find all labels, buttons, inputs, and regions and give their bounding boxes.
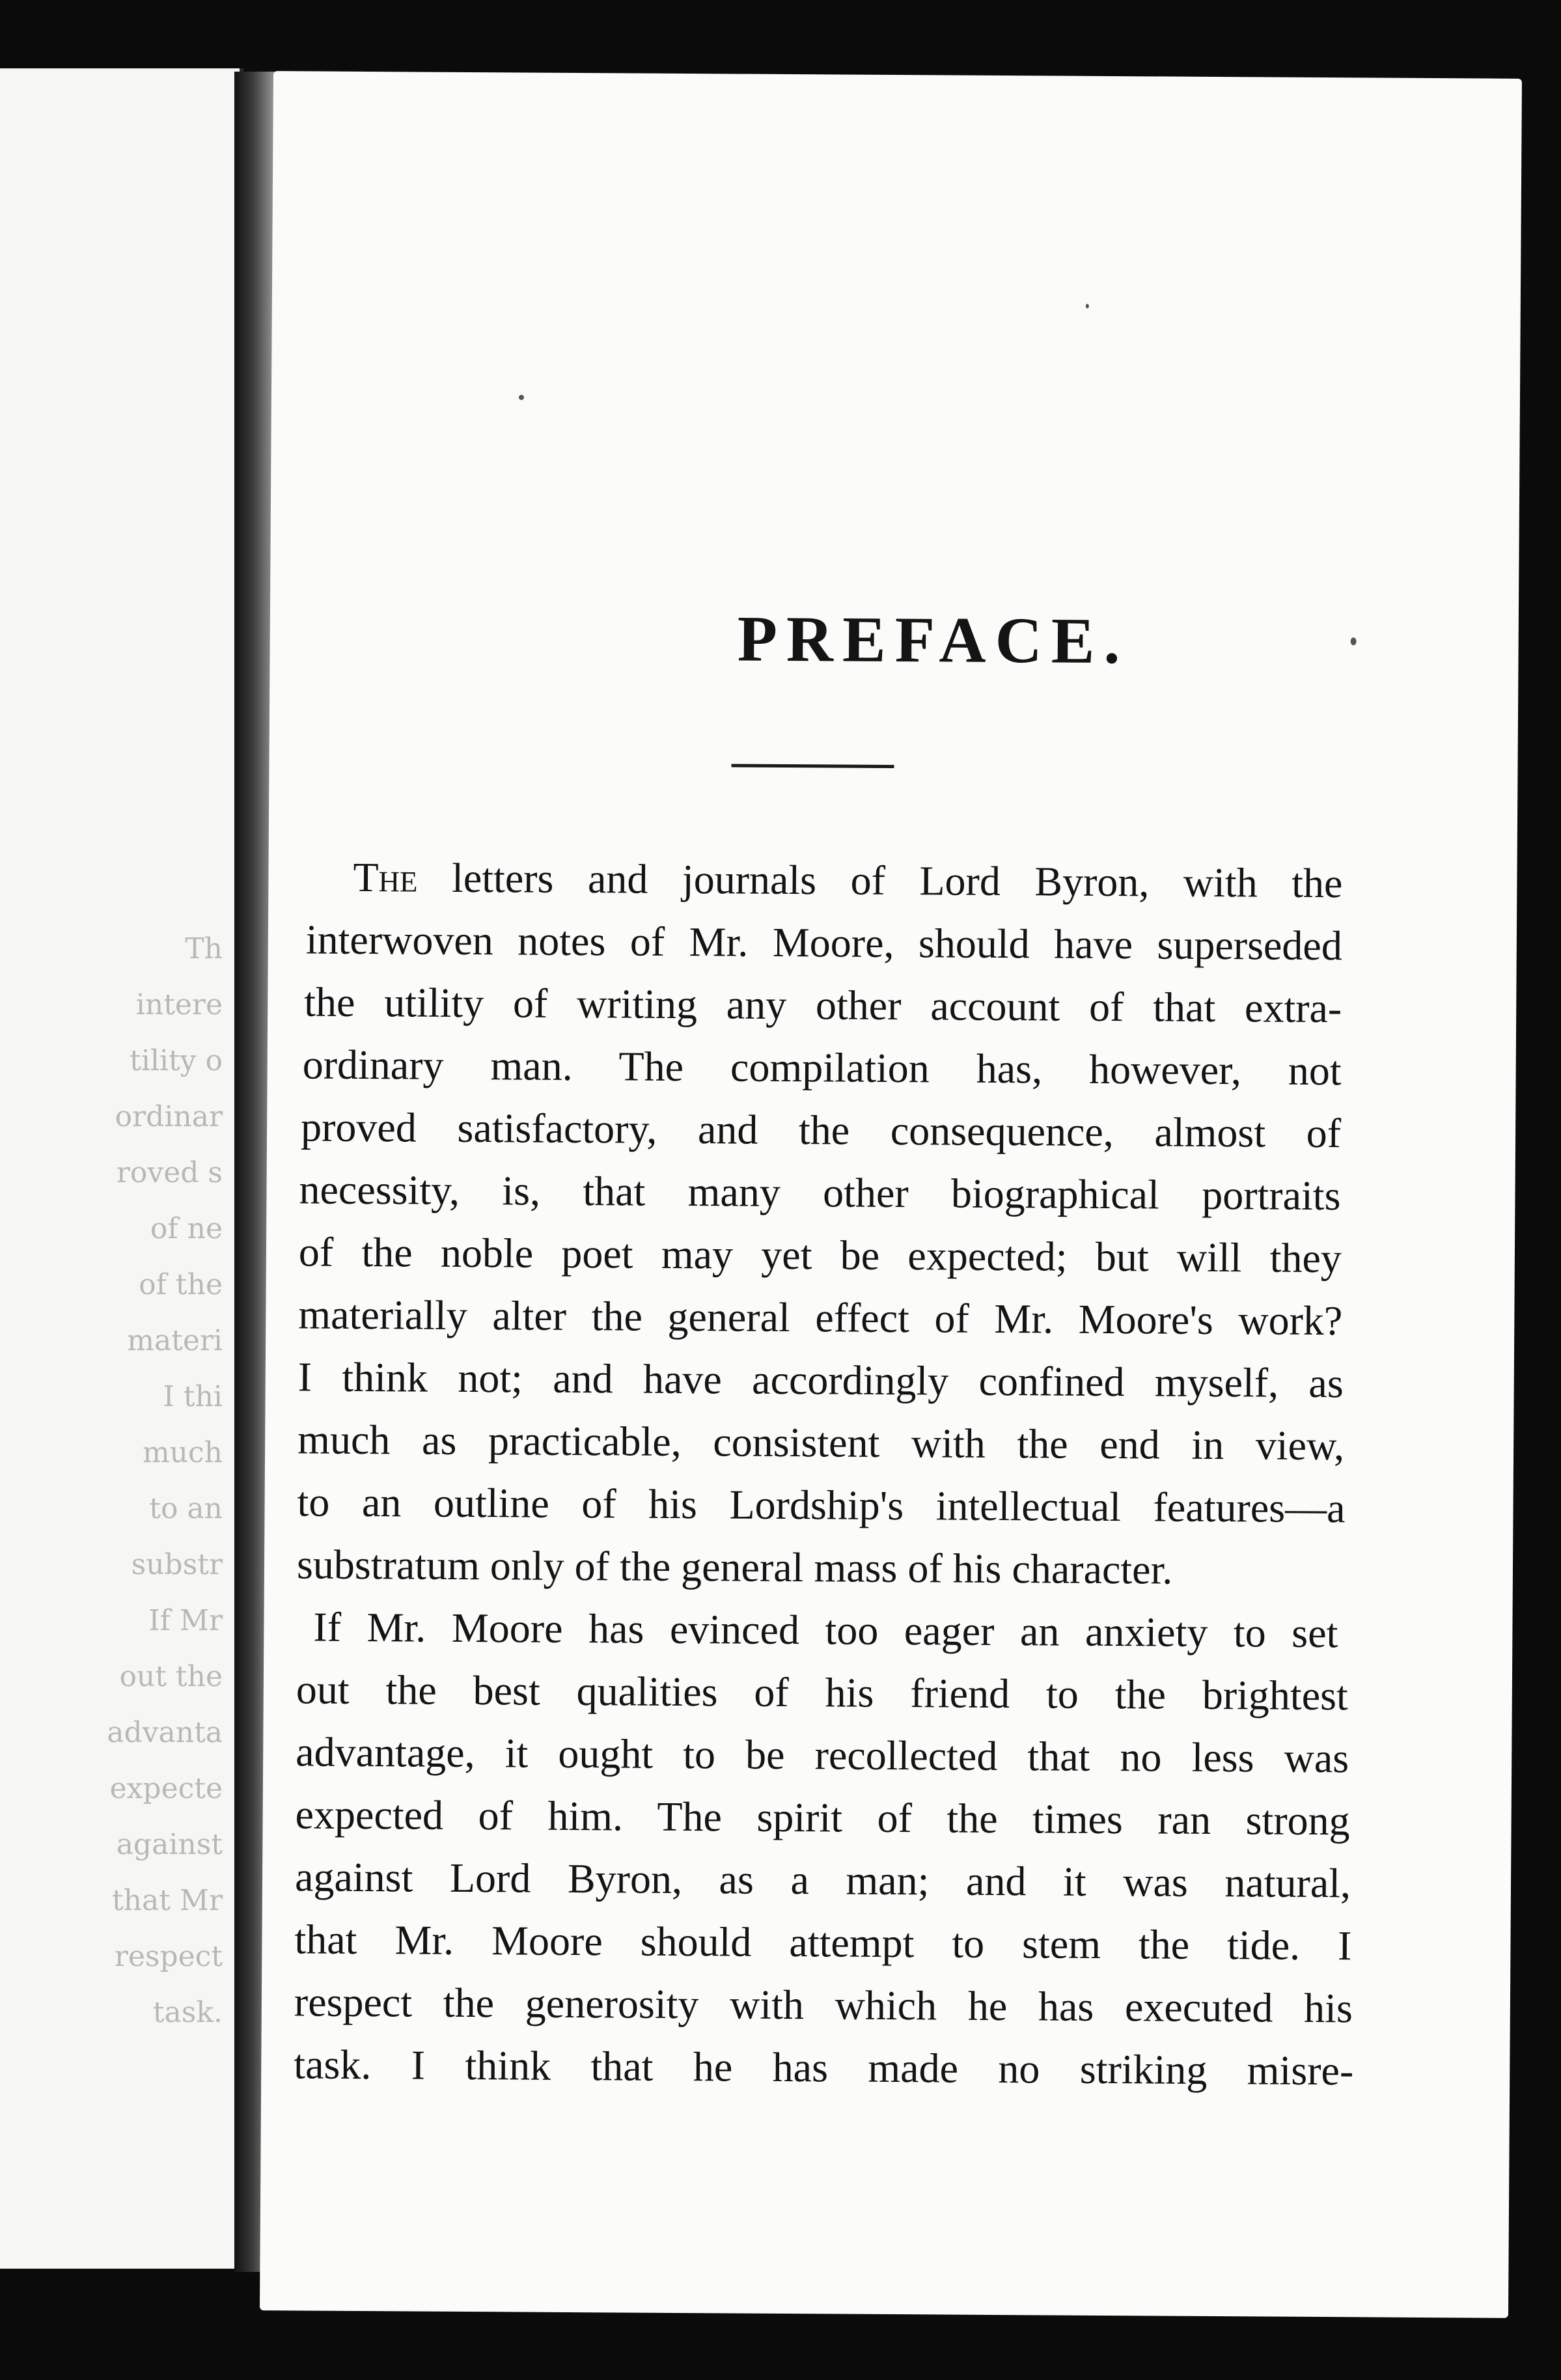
text-line: task. I think that he has made no striking misre-	[294, 2041, 1354, 2094]
previous-page-fragment: that Mr	[111, 1884, 223, 1917]
previous-page-fragment: intere	[135, 988, 223, 1021]
paper-speck	[519, 394, 524, 400]
preface-body	[294, 846, 1354, 2102]
text-line: substratum only of the general mass of his character.	[296, 1541, 1173, 1593]
previous-page-fragment: out the	[119, 1660, 223, 1693]
previous-page-fragment: substr	[131, 1548, 223, 1581]
previous-page-fragment: of the	[139, 1268, 223, 1301]
text-line: advantage, it ought to be recollected that no less was	[296, 1728, 1349, 1782]
previous-page-fragment: If Mr	[148, 1604, 223, 1637]
text-line: If Mr. Moore has evinced too eager an anxiety to set	[313, 1603, 1338, 1657]
previous-page-fragment: of ne	[150, 1212, 223, 1245]
previous-page-fragment: to an	[149, 1492, 223, 1525]
text-line: respect the generosity with which he has executed his	[294, 1978, 1353, 2032]
text-line: out the best qualities of his friend to the brightest	[296, 1666, 1349, 1719]
previous-page-edge	[0, 68, 243, 2269]
previous-page-fragment: task.	[152, 1996, 223, 2029]
previous-page-text-fragments	[0, 921, 234, 2041]
text-line: proved satisfactory, and the consequence, almost of	[300, 1103, 1342, 1157]
text-line: ordinary man. The compilation has, however, not	[302, 1041, 1342, 1094]
previous-page-fragment: materi	[127, 1324, 223, 1357]
paper-speck	[1086, 304, 1089, 309]
previous-page-fragment: advanta	[107, 1716, 223, 1749]
previous-page-fragment: much	[142, 1436, 223, 1469]
previous-page-fragment: Th	[185, 932, 223, 965]
title-divider-rule	[731, 764, 894, 768]
text-line: I think not; and have accordingly confined myself, as	[297, 1353, 1344, 1407]
text-line: against Lord Byron, as a man; and it was natural,	[294, 1853, 1351, 1907]
previous-page-fragment: roved s	[116, 1156, 223, 1189]
text-line	[301, 846, 1343, 915]
previous-page-fragment: expecte	[109, 1772, 223, 1805]
drop-word-small-caps: The	[353, 853, 418, 901]
text-line: expected of him. The spirit of the times ran strong	[295, 1791, 1350, 1844]
previous-page-fragment: I thi	[163, 1380, 223, 1413]
previous-page-fragment: ordinar	[115, 1100, 223, 1133]
text-line: much as practicable, consistent with the end in view,	[297, 1416, 1345, 1469]
text-line: of the noble poet may yet be expected; but will they	[298, 1228, 1342, 1282]
text-line: to an outline of his Lordship's intellectual features—a	[297, 1478, 1346, 1532]
previous-page-fragment: against	[116, 1828, 223, 1861]
line-text: letters and journals of Lord Byron, with the	[417, 854, 1343, 907]
page-title: PREFACE.	[737, 602, 1129, 678]
text-line: the utility of writing any other account of that extra-	[304, 978, 1342, 1032]
previous-page-fragment: respect	[114, 1940, 223, 1973]
text-line: interwoven notes of Mr. Moore, should have superseded	[305, 916, 1343, 969]
text-line: materially alter the general effect of Mr. Moore's work?	[298, 1291, 1343, 1344]
previous-page-fragment: tility o	[130, 1044, 223, 1077]
book-page	[260, 71, 1522, 2318]
text-line: that Mr. Moore should attempt to stem the tide. I	[294, 1916, 1352, 1969]
text-line: necessity, is, that many other biographical portraits	[299, 1166, 1341, 1219]
